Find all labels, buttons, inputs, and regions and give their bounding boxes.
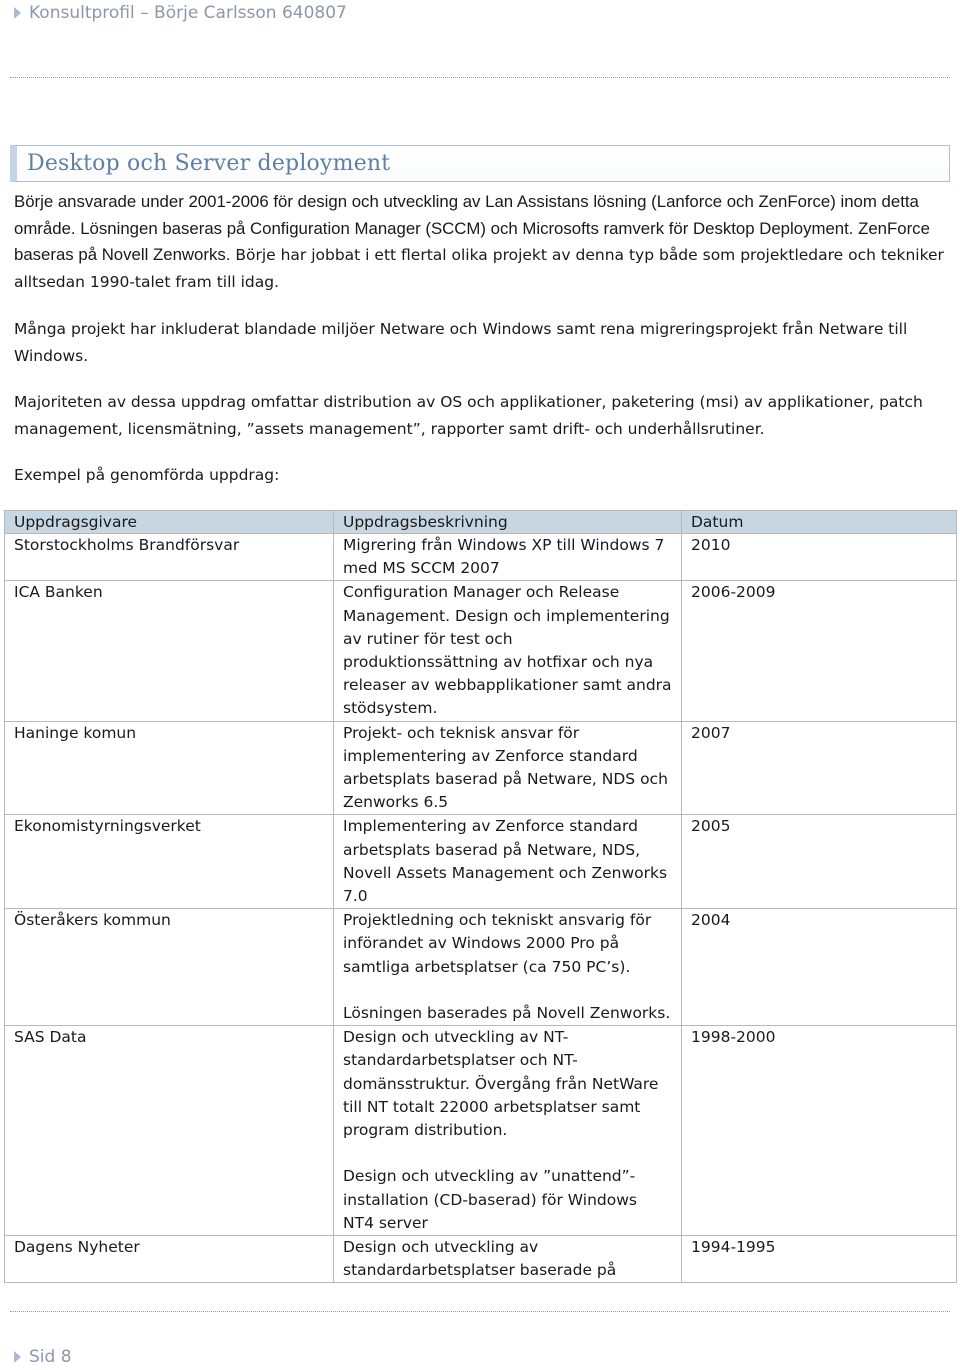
description-text: Implementering av Zenforce standard arbetsplats baserad på Netware, NDS, Novell Assets Management och Zenworks 7.0 — [343, 817, 668, 906]
table-row — [5, 1026, 957, 1236]
table-row — [5, 534, 957, 581]
assignments-table — [4, 510, 957, 1283]
column-header-client: Uppdragsgivare — [5, 511, 334, 534]
description-cell — [334, 721, 682, 815]
client-cell: Storstockholms Brandförsvar — [5, 534, 334, 581]
scope-paragraph: Majoriteten av dessa uppdrag omfattar distribution av OS och applikationer, paketering (msi) av applikationer, patch management, licensmätning, ”assets management”, rapporter samt drift- och underhållsrutiner. — [14, 393, 923, 438]
client-cell: ICA Banken — [5, 581, 334, 721]
description-text: Design och utveckling av ”unattend”-installation (CD-baserad) för Windows NT4 server — [343, 1167, 637, 1232]
date-cell: 2004 — [682, 909, 957, 1026]
intro-text-part2: Börje har jobbat i ett flertal olika projekt av denna typ både som projektledare och tekniker alltsedan 1990-talet fram till idag. — [14, 246, 944, 291]
description-text: Design och utveckling av standardarbetsplatser baserade på — [343, 1238, 617, 1280]
section-heading — [10, 145, 950, 182]
page-number: Sid 8 — [29, 1347, 72, 1367]
description-cell — [334, 581, 682, 721]
header-title: Konsultprofil – Börje Carlsson 640807 — [29, 3, 347, 23]
page-header — [14, 3, 347, 23]
description-text: Design och utveckling av NT-standardarbetsplatser och NT-domänsstruktur. Övergång från NetWare till NT totalt 22000 arbetsplatser samt program distribution. — [343, 1028, 659, 1140]
client-cell: SAS Data — [5, 1026, 334, 1236]
description-cell — [334, 815, 682, 909]
table-row — [5, 581, 957, 721]
description-text: Configuration Manager och Release Management. Design och implementering av rutiner för test och produktionssättning av hotfixar och nya releaser av webbapplikationer samt andra stödsystem. — [343, 583, 672, 718]
date-cell: 1994-1995 — [682, 1236, 957, 1283]
date-cell: 1998-2000 — [682, 1026, 957, 1236]
table-header-row — [5, 511, 957, 534]
description-text: Projekt- och teknisk ansvar för implementering av Zenforce standard arbetsplats baserad på Netware, NDS och Zenworks 6.5 — [343, 723, 668, 812]
table-row — [5, 815, 957, 909]
table-row — [5, 1236, 957, 1283]
intro-paragraph — [14, 189, 949, 295]
column-header-description: Uppdragsbeskrivning — [334, 511, 682, 534]
client-cell: Dagens Nyheter — [5, 1236, 334, 1283]
description-cell — [334, 1026, 682, 1236]
date-cell: 2005 — [682, 815, 957, 909]
page-footer — [14, 1347, 72, 1367]
description-text: Migrering från Windows XP till Windows 7 med MS SCCM 2007 — [343, 536, 665, 578]
section-title: Desktop och Server deployment — [27, 151, 391, 176]
column-header-date: Datum — [682, 511, 957, 534]
client-cell: Ekonomistyrningsverket — [5, 815, 334, 909]
description-cell — [334, 909, 682, 1026]
footer-divider — [10, 1311, 950, 1312]
examples-intro: Exempel på genomförda uppdrag: — [14, 466, 280, 484]
intro-text-part1: Börje ansvarade under 2001-2006 för design och utveckling av Lan Assistans lösning (Lanforce och ZenForce) inom detta område. Lösningen baseras på Configuration Manager (SCCM) och Microsofts ramverk för Desktop Deployment. ZenForce baseras på Novell Zenworks. — [14, 192, 930, 264]
date-cell: 2010 — [682, 534, 957, 581]
table-row — [5, 721, 957, 815]
description-cell — [334, 1236, 682, 1283]
date-cell: 2007 — [682, 721, 957, 815]
triangle-bullet-icon — [14, 1351, 21, 1363]
description-cell — [334, 534, 682, 581]
description-text: Lösningen baserades på Novell Zenworks. — [343, 1004, 671, 1023]
client-cell: Österåkers kommun — [5, 909, 334, 1026]
date-cell: 2006-2009 — [682, 581, 957, 721]
header-divider — [10, 77, 950, 78]
description-text: Projektledning och tekniskt ansvarig för införandet av Windows 2000 Pro på samtliga arbetsplatser (ca 750 PC’s). — [343, 911, 652, 976]
table-row — [5, 909, 957, 1026]
triangle-bullet-icon — [14, 7, 21, 19]
environments-paragraph: Många projekt har inkluderat blandade miljöer Netware och Windows samt rena migreringsprojekt från Netware till Windows. — [14, 320, 908, 365]
client-cell: Haninge komun — [5, 721, 334, 815]
